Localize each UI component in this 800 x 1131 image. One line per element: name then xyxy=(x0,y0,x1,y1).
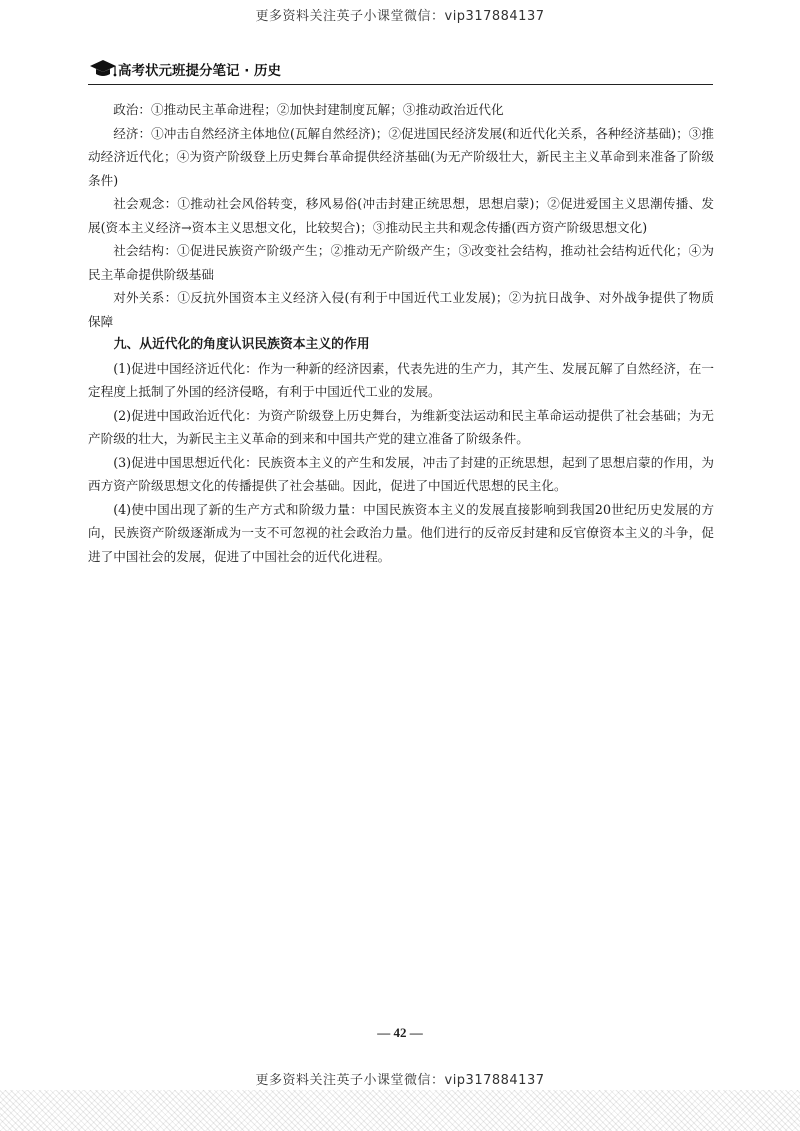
paragraph-foreign-relations: 对外关系：①反抗外国资本主义经济入侵(有利于中国近代工业发展)；②为抗日战争、对外战争提供了物质保障 xyxy=(88,290,714,329)
paragraph-social-ideas: 社会观念：①推动社会风俗转变，移风易俗(冲击封建正统思想，思想启蒙)；②促进爱国主义思潮传播、发展(资本主义经济→资本主义思想文化，比较契合)；③推动民主共和观念传播(西方资产阶级思想文化) xyxy=(88,196,714,235)
watermark-top: 更多资料关注英子小课堂微信：vip317884137 xyxy=(255,9,545,24)
header-title: 高考状元班提分笔记 · 历史 xyxy=(118,63,282,79)
main-content xyxy=(88,98,714,568)
section-paragraph-2: (2)促进中国政治近代化：为资产阶级登上历史舞台，为维新变法运动和民主革命运动提供了社会基础；为无产阶级的壮大，为新民主主义革命的到来和中国共产党的建立准备了阶级条件。 xyxy=(88,407,714,446)
section-paragraph-4: (4)使中国出现了新的生产方式和阶级力量：中国民族资本主义的发展直接影响到我国20世纪历史发展的方向，民族资产阶级逐渐成为一支不可忽视的社会政治力量。他们进行的反帝反封建和反官僚资本主义的斗争，促进了中国社会的发展，促进了中国社会的近代化进程。 xyxy=(88,501,714,564)
section-paragraph-3: (3)促进中国思想近代化：民族资本主义的产生和发展，冲击了封建的正统思想，起到了思想启蒙的作用，为西方资产阶级思想文化的传播提供了社会基础。因此，促进了中国近代思想的民主化。 xyxy=(88,454,714,493)
page-header xyxy=(88,56,713,85)
paragraph-economy: 经济：①冲击自然经济主体地位(瓦解自然经济)；②促进国民经济发展(和近代化关系，各种经济基础)；③推动经济近代化；④为资产阶级登上历史舞台革命提供经济基础(为无产阶级壮大，新民主主义革命到来准备了阶级条件) xyxy=(88,125,714,188)
section-paragraph-1: (1)促进中国经济近代化：作为一种新的经济因素，代表先进的生产力，其产生、发展瓦解了自然经济，在一定程度上抵制了外国的经济侵略，有利于中国近代工业的发展。 xyxy=(88,360,714,399)
page-number: — 42 — xyxy=(377,1025,423,1040)
scan-noise xyxy=(0,1090,800,1131)
paragraph-politics: 政治：①推动民主革命进程；②加快封建制度瓦解；③推动政治近代化 xyxy=(113,102,504,117)
paragraph-social-structure: 社会结构：①促进民族资产阶级产生；②推动无产阶级产生；③改变社会结构，推动社会结构近代化；④为民主革命提供阶级基础 xyxy=(88,243,714,282)
section-heading: 九、从近代化的角度认识民族资本主义的作用 xyxy=(113,337,370,352)
watermark-bottom: 更多资料关注英子小课堂微信：vip317884137 xyxy=(255,1073,545,1088)
graduation-cap-icon xyxy=(88,58,118,78)
